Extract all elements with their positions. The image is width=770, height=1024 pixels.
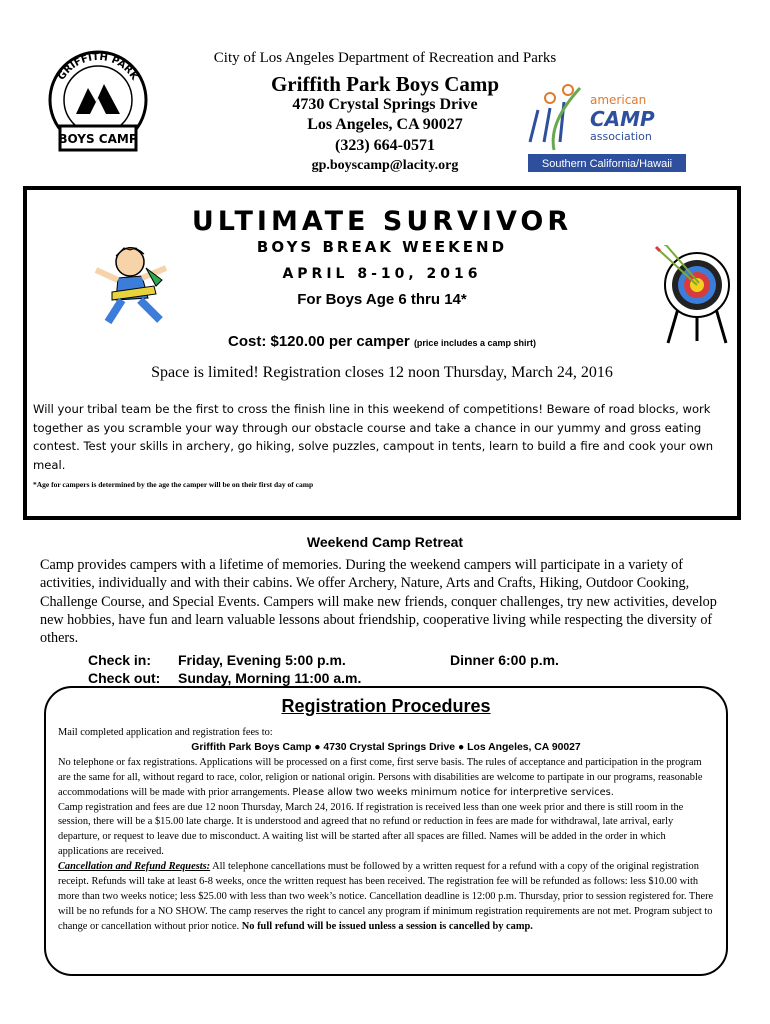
dinner-time: Dinner 6:00 p.m. bbox=[450, 652, 559, 668]
boys-camp-logo bbox=[38, 44, 158, 164]
american-camp-association-logo bbox=[520, 80, 690, 176]
camp-name: Griffith Park Boys Camp bbox=[270, 72, 500, 96]
para3-text: All telephone cancellations must be followed by a written request for a refund with a copy of the original registration receipt. Refunds will take at least 6-8 weeks, once the written request has been received. The registration fee will be refunded as follows: less $10.00 with more than two weeks notice; less $25.00 with less than two week’s notice. Cancellation deadline is 12:00 p.m. Thursday, prior to session registered for. There will be no refunds for a NO SHOW. The camp reserves the right to cancel any program if minimum registration requirements are not met. Program subject to change or cancellation without prior notice. bbox=[58, 861, 714, 932]
procedures-paragraph-2: Camp registration and fees are due 12 noon Thursday, March 24, 2016. If registration is received less than one week prior and there is still room in the session, there will be a $15.00 late charge. It is understood and agreed that no refund or reduction in fees are made for withdrawal, late arrival, early departure, or request to leave due to misconduct. A waiting list will be started after all spaces are filled. Names will be added in the order in which applications are received. bbox=[58, 801, 684, 858]
procedures-paragraph-1 bbox=[58, 756, 714, 801]
retreat-description: Camp provides campers with a lifetime of memories. During the weekend campers will participate in a variety of activities, individually and with their cabins. We offer Archery, Nature, Arts and Crafts, Hiking, Outdoor Cooking, Challenge Course, and Special Events. Campers will make new friends, conquer challenges, try new activities, develop new hobbies, have fun and learn valuable lessons about friendship, cooperative living while respecting the diversity of others. bbox=[40, 557, 717, 647]
logo-word-camp: CAMP bbox=[590, 107, 655, 131]
checkout-label: Check out: bbox=[88, 670, 161, 686]
logo-region-text: Southern California/Hawaii bbox=[541, 158, 673, 170]
checkout-value: Sunday, Morning 11:00 a.m. bbox=[178, 670, 362, 686]
event-ages: For Boys Age 6 thru 14* bbox=[297, 291, 467, 308]
logo-word-association: association bbox=[590, 130, 652, 143]
logo-bottom-text: BOYS CAMP bbox=[58, 132, 138, 146]
para1-text: No telephone or fax registrations. Applications will be processed on a first come, first serve basis. The rules of acceptance and participation in the program are the same for all, without regard to race, color, religion or national origin. Persons with disabilities are welcome to partipate in our programs, reasonable accommodations will be made with prior arrangements. bbox=[58, 756, 703, 798]
retreat-title: Weekend Camp Retreat bbox=[306, 534, 464, 550]
procedures-body bbox=[58, 726, 714, 935]
event-title: ULTIMATE SURVIVOR bbox=[191, 206, 573, 237]
age-footnote: *Age for campers is determined by the age the camper will be on their first day of camp bbox=[33, 480, 314, 489]
event-description: Will your tribal team be the first to cross the finish line in this weekend of competitions! Beware of road blocks, work together as you scramble your way through our obstacle course and take a chance in our yummy and gross eating contest. Test your skills in archery, go hiking, solve puzzles, campout in tents, learn to build a fire and cook your own meal. bbox=[33, 402, 714, 472]
mail-intro: Mail completed application and registration fees to: bbox=[58, 727, 273, 738]
cost-amount: Cost: $120.00 per camper bbox=[228, 333, 410, 350]
mail-address: Griffith Park Boys Camp ● 4730 Crystal Springs Drive ● Los Angeles, CA 90027 bbox=[191, 741, 581, 753]
space-notice: Space is limited! Registration closes 12 noon Thursday, March 24, 2016 bbox=[151, 364, 613, 381]
event-dates: APRIL 8-10, 2016 bbox=[282, 266, 482, 282]
address-line-1: 4730 Crystal Springs Drive bbox=[292, 96, 478, 113]
cancellation-heading: Cancellation and Refund Requests: bbox=[58, 861, 211, 873]
phone-number: (323) 664-0571 bbox=[335, 137, 435, 154]
cost-line bbox=[27, 333, 737, 350]
archery-target-illustration bbox=[652, 245, 742, 345]
email-address[interactable]: gp.boyscamp@lacity.org bbox=[311, 158, 459, 173]
address-line-2: Los Angeles, CA 90027 bbox=[307, 116, 463, 133]
procedures-paragraph-3 bbox=[58, 860, 714, 935]
event-subtitle: BOYS BREAK WEEKEND bbox=[256, 238, 508, 256]
refund-final-note: No full refund will be issued unless a session is cancelled by camp. bbox=[239, 920, 533, 932]
interpretive-note: Please allow two weeks minimum notice for interpretive services. bbox=[292, 786, 614, 798]
logo-arc-text: GRIFFITH PARK bbox=[56, 51, 140, 83]
registration-procedures-box bbox=[44, 686, 728, 976]
logo-word-american: american bbox=[590, 93, 647, 107]
cost-note: (price includes a camp shirt) bbox=[413, 338, 536, 348]
running-boy-illustration bbox=[82, 240, 182, 330]
procedures-title: Registration Procedures bbox=[281, 696, 491, 716]
svg-text:GRIFFITH PARK bbox=[56, 52, 140, 84]
department-name: City of Los Angeles Department of Recreation and Parks bbox=[213, 50, 557, 66]
event-box bbox=[23, 186, 741, 520]
checkin-label: Check in: bbox=[88, 652, 152, 668]
checkin-value: Friday, Evening 5:00 p.m. bbox=[178, 652, 346, 668]
